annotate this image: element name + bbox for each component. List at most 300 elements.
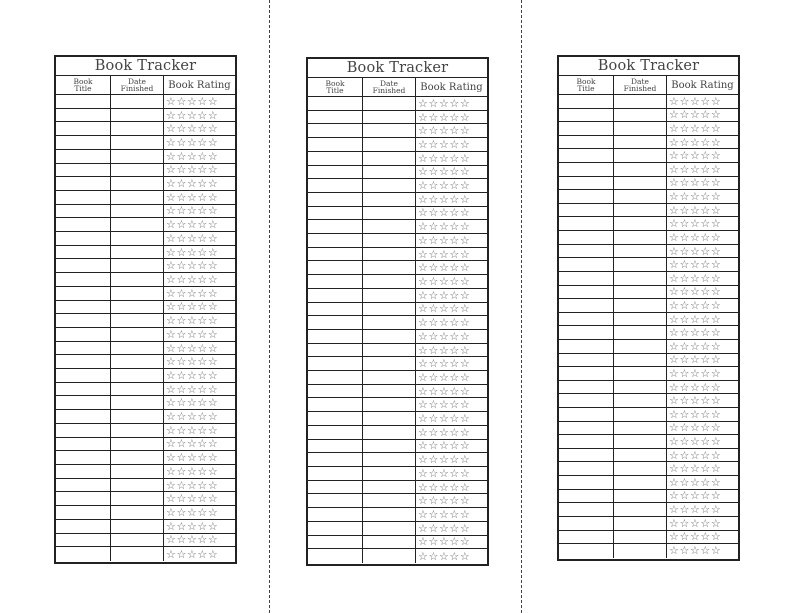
star-icon[interactable]: ☆ bbox=[459, 371, 471, 384]
star-icon[interactable]: ☆ bbox=[207, 300, 219, 314]
date-finished-cell[interactable] bbox=[363, 303, 416, 316]
date-finished-cell[interactable] bbox=[614, 449, 667, 462]
date-finished-cell[interactable] bbox=[614, 136, 667, 149]
date-finished-cell[interactable] bbox=[363, 508, 416, 521]
star-icon[interactable]: ☆ bbox=[700, 544, 711, 558]
star-icon[interactable]: ☆ bbox=[449, 453, 460, 466]
star-icon[interactable]: ☆ bbox=[449, 151, 460, 165]
star-icon[interactable]: ☆ bbox=[689, 122, 701, 135]
star-icon[interactable]: ☆ bbox=[176, 245, 187, 259]
star-icon[interactable]: ☆ bbox=[669, 271, 680, 285]
star-icon[interactable]: ☆ bbox=[197, 478, 208, 492]
rating-stars[interactable] bbox=[667, 544, 738, 558]
rating-stars[interactable] bbox=[416, 303, 487, 316]
rating-stars[interactable] bbox=[416, 152, 487, 165]
book-title-cell[interactable] bbox=[559, 408, 614, 421]
star-icon[interactable]: ☆ bbox=[700, 231, 711, 244]
star-icon[interactable]: ☆ bbox=[186, 396, 198, 410]
star-icon[interactable]: ☆ bbox=[418, 302, 429, 316]
star-icon[interactable]: ☆ bbox=[669, 462, 680, 476]
star-icon[interactable]: ☆ bbox=[418, 508, 429, 521]
star-icon[interactable]: ☆ bbox=[669, 326, 680, 339]
star-icon[interactable]: ☆ bbox=[669, 95, 680, 108]
star-icon[interactable]: ☆ bbox=[700, 203, 711, 217]
star-icon[interactable]: ☆ bbox=[207, 341, 219, 355]
star-icon[interactable]: ☆ bbox=[710, 503, 722, 516]
star-icon[interactable]: ☆ bbox=[428, 535, 439, 549]
star-icon[interactable]: ☆ bbox=[449, 275, 460, 288]
star-icon[interactable]: ☆ bbox=[669, 476, 680, 489]
star-icon[interactable]: ☆ bbox=[197, 451, 208, 464]
star-icon[interactable]: ☆ bbox=[418, 425, 429, 439]
book-title-cell[interactable] bbox=[308, 536, 363, 549]
star-icon[interactable]: ☆ bbox=[700, 217, 711, 231]
star-icon[interactable]: ☆ bbox=[679, 339, 690, 353]
star-icon[interactable]: ☆ bbox=[428, 275, 439, 288]
date-finished-cell[interactable] bbox=[111, 218, 164, 231]
rating-stars[interactable] bbox=[416, 508, 487, 521]
star-icon[interactable]: ☆ bbox=[428, 206, 439, 220]
book-title-cell[interactable] bbox=[559, 204, 614, 217]
star-icon[interactable]: ☆ bbox=[459, 206, 471, 220]
star-icon[interactable]: ☆ bbox=[689, 435, 701, 448]
star-icon[interactable]: ☆ bbox=[176, 190, 187, 204]
star-icon[interactable]: ☆ bbox=[176, 232, 187, 245]
date-finished-cell[interactable] bbox=[111, 492, 164, 505]
star-icon[interactable]: ☆ bbox=[166, 218, 177, 232]
star-icon[interactable]: ☆ bbox=[176, 355, 187, 369]
date-finished-cell[interactable] bbox=[363, 316, 416, 329]
star-icon[interactable]: ☆ bbox=[166, 492, 177, 506]
star-icon[interactable]: ☆ bbox=[438, 124, 450, 138]
star-icon[interactable]: ☆ bbox=[176, 314, 187, 327]
star-icon[interactable]: ☆ bbox=[689, 476, 701, 489]
star-icon[interactable]: ☆ bbox=[669, 190, 680, 203]
date-finished-cell[interactable] bbox=[111, 177, 164, 190]
star-icon[interactable]: ☆ bbox=[700, 380, 711, 394]
book-title-cell[interactable] bbox=[559, 95, 614, 108]
star-icon[interactable]: ☆ bbox=[438, 288, 450, 302]
star-icon[interactable]: ☆ bbox=[438, 192, 450, 206]
date-finished-cell[interactable] bbox=[614, 231, 667, 244]
book-title-cell[interactable] bbox=[308, 193, 363, 206]
date-finished-cell[interactable] bbox=[363, 344, 416, 357]
star-icon[interactable]: ☆ bbox=[459, 192, 471, 206]
star-icon[interactable]: ☆ bbox=[710, 176, 722, 190]
star-icon[interactable]: ☆ bbox=[449, 398, 460, 412]
star-icon[interactable]: ☆ bbox=[166, 314, 177, 327]
rating-stars[interactable] bbox=[416, 494, 487, 507]
book-title-cell[interactable] bbox=[559, 381, 614, 394]
rating-stars[interactable] bbox=[667, 422, 738, 435]
star-icon[interactable]: ☆ bbox=[449, 124, 460, 138]
date-finished-cell[interactable] bbox=[111, 314, 164, 327]
star-icon[interactable]: ☆ bbox=[418, 466, 429, 480]
book-title-cell[interactable] bbox=[308, 385, 363, 398]
rating-stars[interactable] bbox=[416, 248, 487, 261]
rating-stars[interactable] bbox=[164, 506, 235, 519]
star-icon[interactable]: ☆ bbox=[679, 299, 690, 312]
star-icon[interactable]: ☆ bbox=[186, 464, 198, 478]
date-finished-cell[interactable] bbox=[111, 451, 164, 464]
star-icon[interactable]: ☆ bbox=[418, 138, 429, 151]
rating-stars[interactable] bbox=[416, 289, 487, 302]
star-icon[interactable]: ☆ bbox=[710, 258, 722, 271]
book-title-cell[interactable] bbox=[308, 97, 363, 110]
star-icon[interactable]: ☆ bbox=[449, 384, 460, 398]
date-finished-cell[interactable] bbox=[111, 191, 164, 204]
star-icon[interactable]: ☆ bbox=[689, 176, 701, 190]
star-icon[interactable]: ☆ bbox=[669, 435, 680, 448]
rating-stars[interactable] bbox=[667, 394, 738, 407]
star-icon[interactable]: ☆ bbox=[166, 423, 177, 437]
book-title-cell[interactable] bbox=[559, 531, 614, 544]
book-title-cell[interactable] bbox=[308, 261, 363, 274]
date-finished-cell[interactable] bbox=[363, 467, 416, 480]
book-title-cell[interactable] bbox=[56, 479, 111, 492]
date-finished-cell[interactable] bbox=[363, 549, 416, 563]
star-icon[interactable]: ☆ bbox=[176, 286, 187, 300]
rating-stars[interactable] bbox=[164, 150, 235, 163]
star-icon[interactable]: ☆ bbox=[459, 110, 471, 124]
star-icon[interactable]: ☆ bbox=[679, 108, 690, 122]
star-icon[interactable]: ☆ bbox=[197, 533, 208, 547]
star-icon[interactable]: ☆ bbox=[197, 136, 208, 149]
star-icon[interactable]: ☆ bbox=[197, 396, 208, 410]
star-icon[interactable]: ☆ bbox=[176, 136, 187, 149]
star-icon[interactable]: ☆ bbox=[186, 136, 198, 149]
date-finished-cell[interactable] bbox=[614, 422, 667, 435]
star-icon[interactable]: ☆ bbox=[418, 439, 429, 453]
date-finished-cell[interactable] bbox=[363, 193, 416, 206]
star-icon[interactable]: ☆ bbox=[197, 492, 208, 506]
rating-stars[interactable] bbox=[164, 246, 235, 259]
book-title-cell[interactable] bbox=[559, 109, 614, 122]
book-title-cell[interactable] bbox=[56, 506, 111, 519]
star-icon[interactable]: ☆ bbox=[689, 190, 701, 203]
star-icon[interactable]: ☆ bbox=[710, 231, 722, 244]
star-icon[interactable]: ☆ bbox=[166, 204, 177, 218]
rating-stars[interactable] bbox=[164, 109, 235, 122]
star-icon[interactable]: ☆ bbox=[428, 124, 439, 138]
star-icon[interactable]: ☆ bbox=[207, 108, 219, 122]
star-icon[interactable]: ☆ bbox=[700, 503, 711, 516]
star-icon[interactable]: ☆ bbox=[418, 371, 429, 384]
date-finished-cell[interactable] bbox=[614, 95, 667, 108]
star-icon[interactable]: ☆ bbox=[710, 367, 722, 380]
star-icon[interactable]: ☆ bbox=[197, 437, 208, 451]
star-icon[interactable]: ☆ bbox=[207, 286, 219, 300]
date-finished-cell[interactable] bbox=[614, 272, 667, 285]
book-title-cell[interactable] bbox=[308, 330, 363, 343]
book-title-cell[interactable] bbox=[56, 328, 111, 341]
book-title-cell[interactable] bbox=[559, 354, 614, 367]
star-icon[interactable]: ☆ bbox=[438, 535, 450, 549]
book-title-cell[interactable] bbox=[559, 136, 614, 149]
star-icon[interactable]: ☆ bbox=[700, 285, 711, 299]
star-icon[interactable]: ☆ bbox=[166, 108, 177, 122]
book-title-cell[interactable] bbox=[56, 232, 111, 245]
star-icon[interactable]: ☆ bbox=[679, 476, 690, 489]
star-icon[interactable]: ☆ bbox=[449, 234, 460, 247]
book-title-cell[interactable] bbox=[308, 453, 363, 466]
star-icon[interactable]: ☆ bbox=[418, 151, 429, 165]
star-icon[interactable]: ☆ bbox=[418, 535, 429, 549]
rating-stars[interactable] bbox=[164, 492, 235, 505]
star-icon[interactable]: ☆ bbox=[197, 149, 208, 163]
book-title-cell[interactable] bbox=[56, 465, 111, 478]
date-finished-cell[interactable] bbox=[111, 396, 164, 409]
star-icon[interactable]: ☆ bbox=[197, 423, 208, 437]
book-title-cell[interactable] bbox=[308, 494, 363, 507]
star-icon[interactable]: ☆ bbox=[459, 179, 471, 192]
book-title-cell[interactable] bbox=[308, 467, 363, 480]
star-icon[interactable]: ☆ bbox=[449, 412, 460, 425]
star-icon[interactable]: ☆ bbox=[418, 220, 429, 234]
star-icon[interactable]: ☆ bbox=[669, 408, 680, 421]
star-icon[interactable]: ☆ bbox=[166, 533, 177, 547]
star-icon[interactable]: ☆ bbox=[438, 97, 450, 110]
star-icon[interactable]: ☆ bbox=[418, 124, 429, 138]
star-icon[interactable]: ☆ bbox=[428, 549, 439, 563]
star-icon[interactable]: ☆ bbox=[669, 503, 680, 516]
star-icon[interactable]: ☆ bbox=[186, 519, 198, 533]
date-finished-cell[interactable] bbox=[111, 383, 164, 396]
rating-stars[interactable] bbox=[667, 326, 738, 339]
date-finished-cell[interactable] bbox=[111, 273, 164, 286]
book-title-cell[interactable] bbox=[56, 164, 111, 177]
star-icon[interactable]: ☆ bbox=[669, 489, 680, 503]
star-icon[interactable]: ☆ bbox=[689, 489, 701, 503]
date-finished-cell[interactable] bbox=[111, 547, 164, 561]
book-title-cell[interactable] bbox=[56, 396, 111, 409]
rating-stars[interactable] bbox=[416, 124, 487, 137]
star-icon[interactable]: ☆ bbox=[428, 288, 439, 302]
star-icon[interactable]: ☆ bbox=[186, 355, 198, 369]
book-title-cell[interactable] bbox=[308, 152, 363, 165]
book-title-cell[interactable] bbox=[56, 520, 111, 533]
star-icon[interactable]: ☆ bbox=[459, 329, 471, 343]
rating-stars[interactable] bbox=[164, 438, 235, 451]
star-icon[interactable]: ☆ bbox=[679, 231, 690, 244]
rating-stars[interactable] bbox=[667, 122, 738, 135]
rating-stars[interactable] bbox=[416, 111, 487, 124]
star-icon[interactable]: ☆ bbox=[669, 135, 680, 149]
star-icon[interactable]: ☆ bbox=[418, 179, 429, 192]
date-finished-cell[interactable] bbox=[614, 122, 667, 135]
star-icon[interactable]: ☆ bbox=[689, 203, 701, 217]
star-icon[interactable]: ☆ bbox=[689, 95, 701, 108]
book-title-cell[interactable] bbox=[559, 299, 614, 312]
star-icon[interactable]: ☆ bbox=[679, 408, 690, 421]
star-icon[interactable]: ☆ bbox=[197, 341, 208, 355]
star-icon[interactable]: ☆ bbox=[669, 108, 680, 122]
book-title-cell[interactable] bbox=[56, 342, 111, 355]
star-icon[interactable]: ☆ bbox=[679, 516, 690, 530]
star-icon[interactable]: ☆ bbox=[428, 110, 439, 124]
star-icon[interactable]: ☆ bbox=[438, 275, 450, 288]
star-icon[interactable]: ☆ bbox=[438, 110, 450, 124]
rating-stars[interactable] bbox=[164, 547, 235, 561]
star-icon[interactable]: ☆ bbox=[207, 190, 219, 204]
star-icon[interactable]: ☆ bbox=[679, 149, 690, 163]
book-title-cell[interactable] bbox=[559, 394, 614, 407]
star-icon[interactable]: ☆ bbox=[689, 163, 701, 176]
book-title-cell[interactable] bbox=[56, 301, 111, 314]
rating-stars[interactable] bbox=[667, 258, 738, 271]
star-icon[interactable]: ☆ bbox=[700, 516, 711, 530]
star-icon[interactable]: ☆ bbox=[176, 218, 187, 232]
star-icon[interactable]: ☆ bbox=[428, 508, 439, 521]
book-title-cell[interactable] bbox=[559, 503, 614, 516]
star-icon[interactable]: ☆ bbox=[438, 302, 450, 316]
star-icon[interactable]: ☆ bbox=[700, 258, 711, 271]
date-finished-cell[interactable] bbox=[363, 97, 416, 110]
star-icon[interactable]: ☆ bbox=[207, 232, 219, 245]
rating-stars[interactable] bbox=[164, 177, 235, 190]
star-icon[interactable]: ☆ bbox=[679, 448, 690, 462]
star-icon[interactable]: ☆ bbox=[207, 437, 219, 451]
star-icon[interactable]: ☆ bbox=[669, 394, 680, 408]
star-icon[interactable]: ☆ bbox=[186, 437, 198, 451]
star-icon[interactable]: ☆ bbox=[449, 288, 460, 302]
star-icon[interactable]: ☆ bbox=[710, 122, 722, 135]
star-icon[interactable]: ☆ bbox=[449, 110, 460, 124]
star-icon[interactable]: ☆ bbox=[710, 217, 722, 231]
date-finished-cell[interactable] bbox=[363, 207, 416, 220]
date-finished-cell[interactable] bbox=[111, 355, 164, 368]
date-finished-cell[interactable] bbox=[363, 248, 416, 261]
star-icon[interactable]: ☆ bbox=[166, 478, 177, 492]
star-icon[interactable]: ☆ bbox=[428, 521, 439, 535]
date-finished-cell[interactable] bbox=[614, 354, 667, 367]
star-icon[interactable]: ☆ bbox=[449, 439, 460, 453]
star-icon[interactable]: ☆ bbox=[700, 353, 711, 367]
star-icon[interactable]: ☆ bbox=[679, 544, 690, 558]
star-icon[interactable]: ☆ bbox=[197, 286, 208, 300]
rating-stars[interactable] bbox=[416, 193, 487, 206]
book-title-cell[interactable] bbox=[559, 272, 614, 285]
date-finished-cell[interactable] bbox=[363, 234, 416, 247]
star-icon[interactable]: ☆ bbox=[449, 165, 460, 179]
date-finished-cell[interactable] bbox=[614, 149, 667, 162]
rating-stars[interactable] bbox=[416, 385, 487, 398]
star-icon[interactable]: ☆ bbox=[438, 398, 450, 412]
star-icon[interactable]: ☆ bbox=[459, 508, 471, 521]
star-icon[interactable]: ☆ bbox=[459, 234, 471, 247]
star-icon[interactable]: ☆ bbox=[710, 435, 722, 448]
star-icon[interactable]: ☆ bbox=[710, 108, 722, 122]
star-icon[interactable]: ☆ bbox=[679, 135, 690, 149]
star-icon[interactable]: ☆ bbox=[176, 533, 187, 547]
star-icon[interactable]: ☆ bbox=[449, 357, 460, 371]
book-title-cell[interactable] bbox=[308, 111, 363, 124]
star-icon[interactable]: ☆ bbox=[197, 177, 208, 190]
star-icon[interactable]: ☆ bbox=[449, 261, 460, 275]
star-icon[interactable]: ☆ bbox=[449, 521, 460, 535]
star-icon[interactable]: ☆ bbox=[710, 421, 722, 435]
star-icon[interactable]: ☆ bbox=[438, 261, 450, 275]
star-icon[interactable]: ☆ bbox=[669, 339, 680, 353]
book-title-cell[interactable] bbox=[308, 179, 363, 192]
date-finished-cell[interactable] bbox=[111, 520, 164, 533]
star-icon[interactable]: ☆ bbox=[186, 108, 198, 122]
star-icon[interactable]: ☆ bbox=[438, 357, 450, 371]
star-icon[interactable]: ☆ bbox=[459, 316, 471, 329]
rating-stars[interactable] bbox=[164, 328, 235, 341]
date-finished-cell[interactable] bbox=[363, 522, 416, 535]
star-icon[interactable]: ☆ bbox=[438, 453, 450, 466]
book-title-cell[interactable] bbox=[308, 426, 363, 439]
star-icon[interactable]: ☆ bbox=[438, 165, 450, 179]
star-icon[interactable]: ☆ bbox=[689, 408, 701, 421]
rating-stars[interactable] bbox=[416, 426, 487, 439]
book-title-cell[interactable] bbox=[56, 492, 111, 505]
star-icon[interactable]: ☆ bbox=[197, 95, 208, 108]
star-icon[interactable]: ☆ bbox=[186, 382, 198, 396]
star-icon[interactable]: ☆ bbox=[669, 421, 680, 435]
star-icon[interactable]: ☆ bbox=[700, 299, 711, 312]
star-icon[interactable]: ☆ bbox=[166, 273, 177, 286]
book-title-cell[interactable] bbox=[308, 124, 363, 137]
date-finished-cell[interactable] bbox=[111, 109, 164, 122]
star-icon[interactable]: ☆ bbox=[438, 234, 450, 247]
star-icon[interactable]: ☆ bbox=[418, 206, 429, 220]
star-icon[interactable]: ☆ bbox=[669, 176, 680, 190]
rating-stars[interactable] bbox=[416, 234, 487, 247]
star-icon[interactable]: ☆ bbox=[207, 122, 219, 136]
star-icon[interactable]: ☆ bbox=[428, 494, 439, 508]
star-icon[interactable]: ☆ bbox=[689, 339, 701, 353]
book-title-cell[interactable] bbox=[56, 355, 111, 368]
star-icon[interactable]: ☆ bbox=[197, 464, 208, 478]
star-icon[interactable]: ☆ bbox=[166, 136, 177, 149]
star-icon[interactable]: ☆ bbox=[669, 149, 680, 163]
rating-stars[interactable] bbox=[164, 355, 235, 368]
date-finished-cell[interactable] bbox=[363, 494, 416, 507]
star-icon[interactable]: ☆ bbox=[689, 217, 701, 231]
date-finished-cell[interactable] bbox=[363, 124, 416, 137]
star-icon[interactable]: ☆ bbox=[428, 453, 439, 466]
star-icon[interactable]: ☆ bbox=[689, 258, 701, 271]
star-icon[interactable]: ☆ bbox=[700, 244, 711, 258]
star-icon[interactable]: ☆ bbox=[166, 547, 177, 561]
book-title-cell[interactable] bbox=[56, 438, 111, 451]
book-title-cell[interactable] bbox=[308, 248, 363, 261]
star-icon[interactable]: ☆ bbox=[438, 384, 450, 398]
star-icon[interactable]: ☆ bbox=[418, 192, 429, 206]
rating-stars[interactable] bbox=[416, 522, 487, 535]
star-icon[interactable]: ☆ bbox=[700, 476, 711, 489]
star-icon[interactable]: ☆ bbox=[428, 425, 439, 439]
star-icon[interactable]: ☆ bbox=[459, 466, 471, 480]
star-icon[interactable]: ☆ bbox=[176, 396, 187, 410]
star-icon[interactable]: ☆ bbox=[449, 316, 460, 329]
star-icon[interactable]: ☆ bbox=[418, 316, 429, 329]
date-finished-cell[interactable] bbox=[614, 217, 667, 230]
star-icon[interactable]: ☆ bbox=[186, 369, 198, 382]
star-icon[interactable]: ☆ bbox=[700, 326, 711, 339]
star-icon[interactable]: ☆ bbox=[166, 464, 177, 478]
rating-stars[interactable] bbox=[164, 95, 235, 108]
star-icon[interactable]: ☆ bbox=[459, 343, 471, 357]
star-icon[interactable]: ☆ bbox=[679, 163, 690, 176]
date-finished-cell[interactable] bbox=[363, 357, 416, 370]
star-icon[interactable]: ☆ bbox=[186, 190, 198, 204]
rating-stars[interactable] bbox=[416, 412, 487, 425]
book-title-cell[interactable] bbox=[56, 191, 111, 204]
date-finished-cell[interactable] bbox=[111, 246, 164, 259]
